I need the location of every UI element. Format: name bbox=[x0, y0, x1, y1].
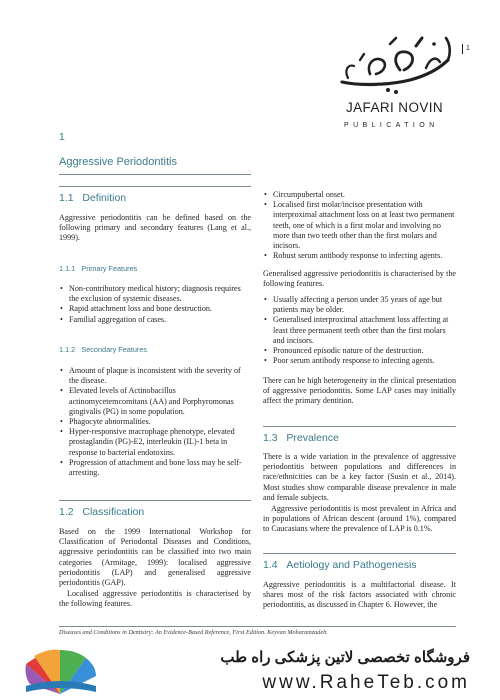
list-item: • Elevated levels of Actinobacillus actinomycetemcomitans (AA) and Porphyromonas gingivalis (PG) in some population. bbox=[59, 386, 251, 417]
primary-features-list bbox=[59, 284, 251, 325]
heterogeneity-paragraph: There can be high heterogeneity in the clinical presentation of aggressive periodontitis. Some LAP cases may initially affect the primary dentition. bbox=[263, 376, 456, 406]
chapter-title: Aggressive Periodontitis bbox=[59, 156, 178, 168]
section-1-1-rule bbox=[59, 186, 251, 187]
gap-features-list bbox=[263, 295, 456, 366]
aetiology-paragraph: Aggressive periodontitis is a multifactorial disease. It shares most of the risk factors associated with chronic periodontitis, as discussed in Chapter 6. However, the bbox=[263, 580, 456, 610]
lap-intro-paragraph: Localised aggressive periodontitis is characterised by the following features. bbox=[59, 589, 251, 609]
books-fan-icon bbox=[20, 646, 100, 698]
section-title: Definition bbox=[82, 192, 127, 204]
logo-brand-sub: PUBLICATION bbox=[344, 122, 439, 129]
section-1-4-heading bbox=[263, 559, 417, 571]
list-item: • Phagocyte abnormalities. bbox=[59, 417, 251, 427]
page-number: 1 bbox=[462, 44, 470, 54]
calligraphy-logo-icon bbox=[330, 30, 470, 100]
chapter-rule bbox=[59, 174, 251, 175]
prevalence-paragraph-1: There is a wide variation in the prevalence of aggressive periodontitis between populations and differences in race/ethnicities can be a key factor (Susin et al., 2014). Most studies show comparable disease prevalence in male and female subjects. bbox=[263, 452, 456, 502]
section-number: 1.1 bbox=[59, 192, 74, 204]
publisher-logo bbox=[330, 30, 470, 142]
list-item: • Hyper-responsive macrophage phenotype, elevated prostaglandin (PG)-E2, interleukin (IL)-1 beta in response to bacterial endotoxins. bbox=[59, 427, 251, 458]
section-number: 1.4 bbox=[263, 559, 278, 571]
citation-text: Diseases and Conditions in Dentistry: An Evidence-Based Reference, First Edition. Keyvan Moharamzadeh. bbox=[59, 629, 328, 636]
section-title: Primary Features bbox=[81, 264, 138, 273]
section-title: Prevalence bbox=[286, 432, 339, 444]
list-item: • Progression of attachment and bone loss may be self-arresting. bbox=[59, 458, 251, 478]
list-item: • Pronounced episodic nature of the destruction. bbox=[263, 346, 456, 356]
chapter-number: 1 bbox=[59, 131, 65, 143]
section-1-2-rule bbox=[59, 500, 251, 501]
logo-brand-name: JAFARI NOVIN bbox=[346, 100, 444, 115]
section-number: 1.1.2 bbox=[59, 345, 76, 354]
list-item: • Circumpubertal onset. bbox=[263, 190, 456, 200]
section-1-4-rule bbox=[263, 553, 456, 554]
list-item: • Amount of plaque is inconsistent with the severity of the disease. bbox=[59, 366, 251, 386]
list-item: • Robust serum antibody response to infecting agents. bbox=[263, 251, 456, 261]
list-item: • Non-contributory medical history; diagnosis requires the exclusion of systemic diseases. bbox=[59, 284, 251, 304]
section-number: 1.1.1 bbox=[59, 264, 76, 273]
classification-paragraph: Based on the 1999 International Workshop for Classification of Periodontal Diseases and Conditions, aggressive periodontitis can be classified into two main categories (Armitage, 1999): localised aggressive periodontitis (LAP) and generalised aggressive periodontitis (GAP). bbox=[59, 527, 251, 588]
subsection-1-1-2-heading bbox=[59, 345, 147, 354]
store-name: فروشگاه تخصصی لاتین پزشکی راه طب bbox=[220, 649, 470, 666]
lap-features-list bbox=[263, 190, 456, 261]
list-item: • Generalised interproximal attachment loss affecting at least three permanent teeth other than the first molars and incisors. bbox=[263, 315, 456, 346]
gap-intro-paragraph: Generalised aggressive periodontitis is characterised by the following features. bbox=[263, 269, 456, 289]
section-1-3-heading bbox=[263, 432, 339, 444]
list-item: • Localised first molar/incisor presentation with interproximal attachment loss on at least two permanent teeth, one of which is a first molar and involving no more than two teeth other than the first molars and incisors. bbox=[263, 200, 456, 251]
list-item: • Poor serum antibody response to infecting agents. bbox=[263, 356, 456, 366]
list-item: • Familial aggregation of cases. bbox=[59, 315, 251, 325]
subsection-1-1-1-heading bbox=[59, 264, 137, 273]
section-title: Aetiology and Pathogenesis bbox=[286, 559, 417, 571]
list-item: • Usually affecting a person under 35 years of age but patients may be older. bbox=[263, 295, 456, 315]
footer-rule bbox=[59, 626, 456, 627]
section-title: Secondary Features bbox=[81, 345, 148, 354]
section-1-3-rule bbox=[263, 426, 456, 427]
store-banner bbox=[0, 640, 500, 700]
store-url-link[interactable]: www.RaheTeb.com bbox=[262, 672, 470, 693]
definition-paragraph: Aggressive periodontitis can be defined based on the following primary and secondary features (Lang et al., 1999). bbox=[59, 213, 251, 243]
secondary-features-list bbox=[59, 366, 251, 478]
list-item: • Rapid attachment loss and bone destruction. bbox=[59, 304, 251, 314]
section-1-1-heading bbox=[59, 192, 126, 204]
section-number: 1.3 bbox=[263, 432, 278, 444]
section-1-2-heading bbox=[59, 506, 144, 518]
prevalence-paragraph-2: Aggressive periodontitis is most prevalent in Africa and in populations of African descent (around 1%), compared to Caucasians where the prevalence of LAP is 0.1%. bbox=[263, 504, 456, 534]
section-title: Classification bbox=[82, 506, 145, 518]
section-number: 1.2 bbox=[59, 506, 74, 518]
